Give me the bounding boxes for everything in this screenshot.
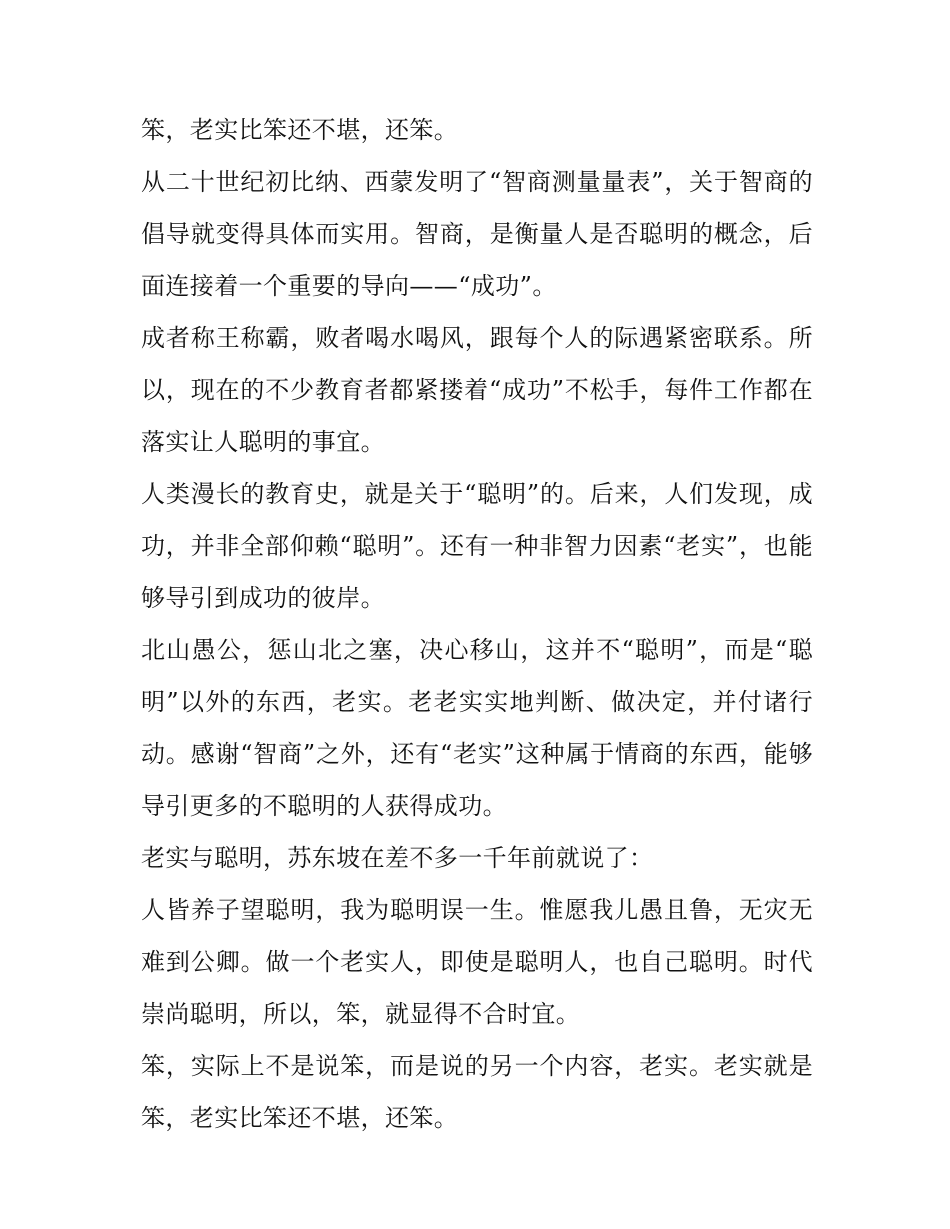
- paragraph-2: 从二十世纪初比纳、西蒙发明了“智商测量量表”，关于智商的倡导就变得具体而实用。智商，是衡量人是否聪明的概念，后面连接着一个重要的导向——“成功”。: [141, 168, 813, 300]
- document-body: [141, 104, 813, 1144]
- paragraph-3: 成者称王称霸，败者喝水喝风，跟每个人的际遇紧密联系。所以，现在的不少教育者都紧搂着“成功”不松手，每件工作都在落实让人聪明的事宜。: [141, 324, 813, 456]
- paragraph-8: 笨，实际上不是说笨，而是说的另一个内容，老实。老实就是笨，老实比笨还不堪，还笨。: [141, 1052, 813, 1132]
- paragraph-6: 老实与聪明，苏东坡在差不多一千年前就说了：: [141, 844, 654, 872]
- paragraph-4: 人类漫长的教育史，就是关于“聪明”的。后来，人们发现，成功，并非全部仰赖“聪明”。还有一种非智力因素“老实”，也能够导引到成功的彼岸。: [141, 480, 813, 612]
- paragraph-5: 北山愚公，惩山北之塞，决心移山，这并不“聪明”，而是“聪明”以外的东西，老实。老老实实地判断、做决定，并付诸行动。感谢“智商”之外，还有“老实”这种属于情商的东西，能够导引更多的不聪明的人获得成功。: [141, 636, 813, 820]
- paragraph-1: 笨，老实比笨还不堪，还笨。: [141, 116, 459, 144]
- paragraph-7: 人皆养子望聪明，我为聪明误一生。惟愿我儿愚且鲁，无灾无难到公卿。做一个老实人，即使是聪明人，也自己聪明。时代崇尚聪明，所以，笨，就显得不合时宜。: [141, 896, 813, 1028]
